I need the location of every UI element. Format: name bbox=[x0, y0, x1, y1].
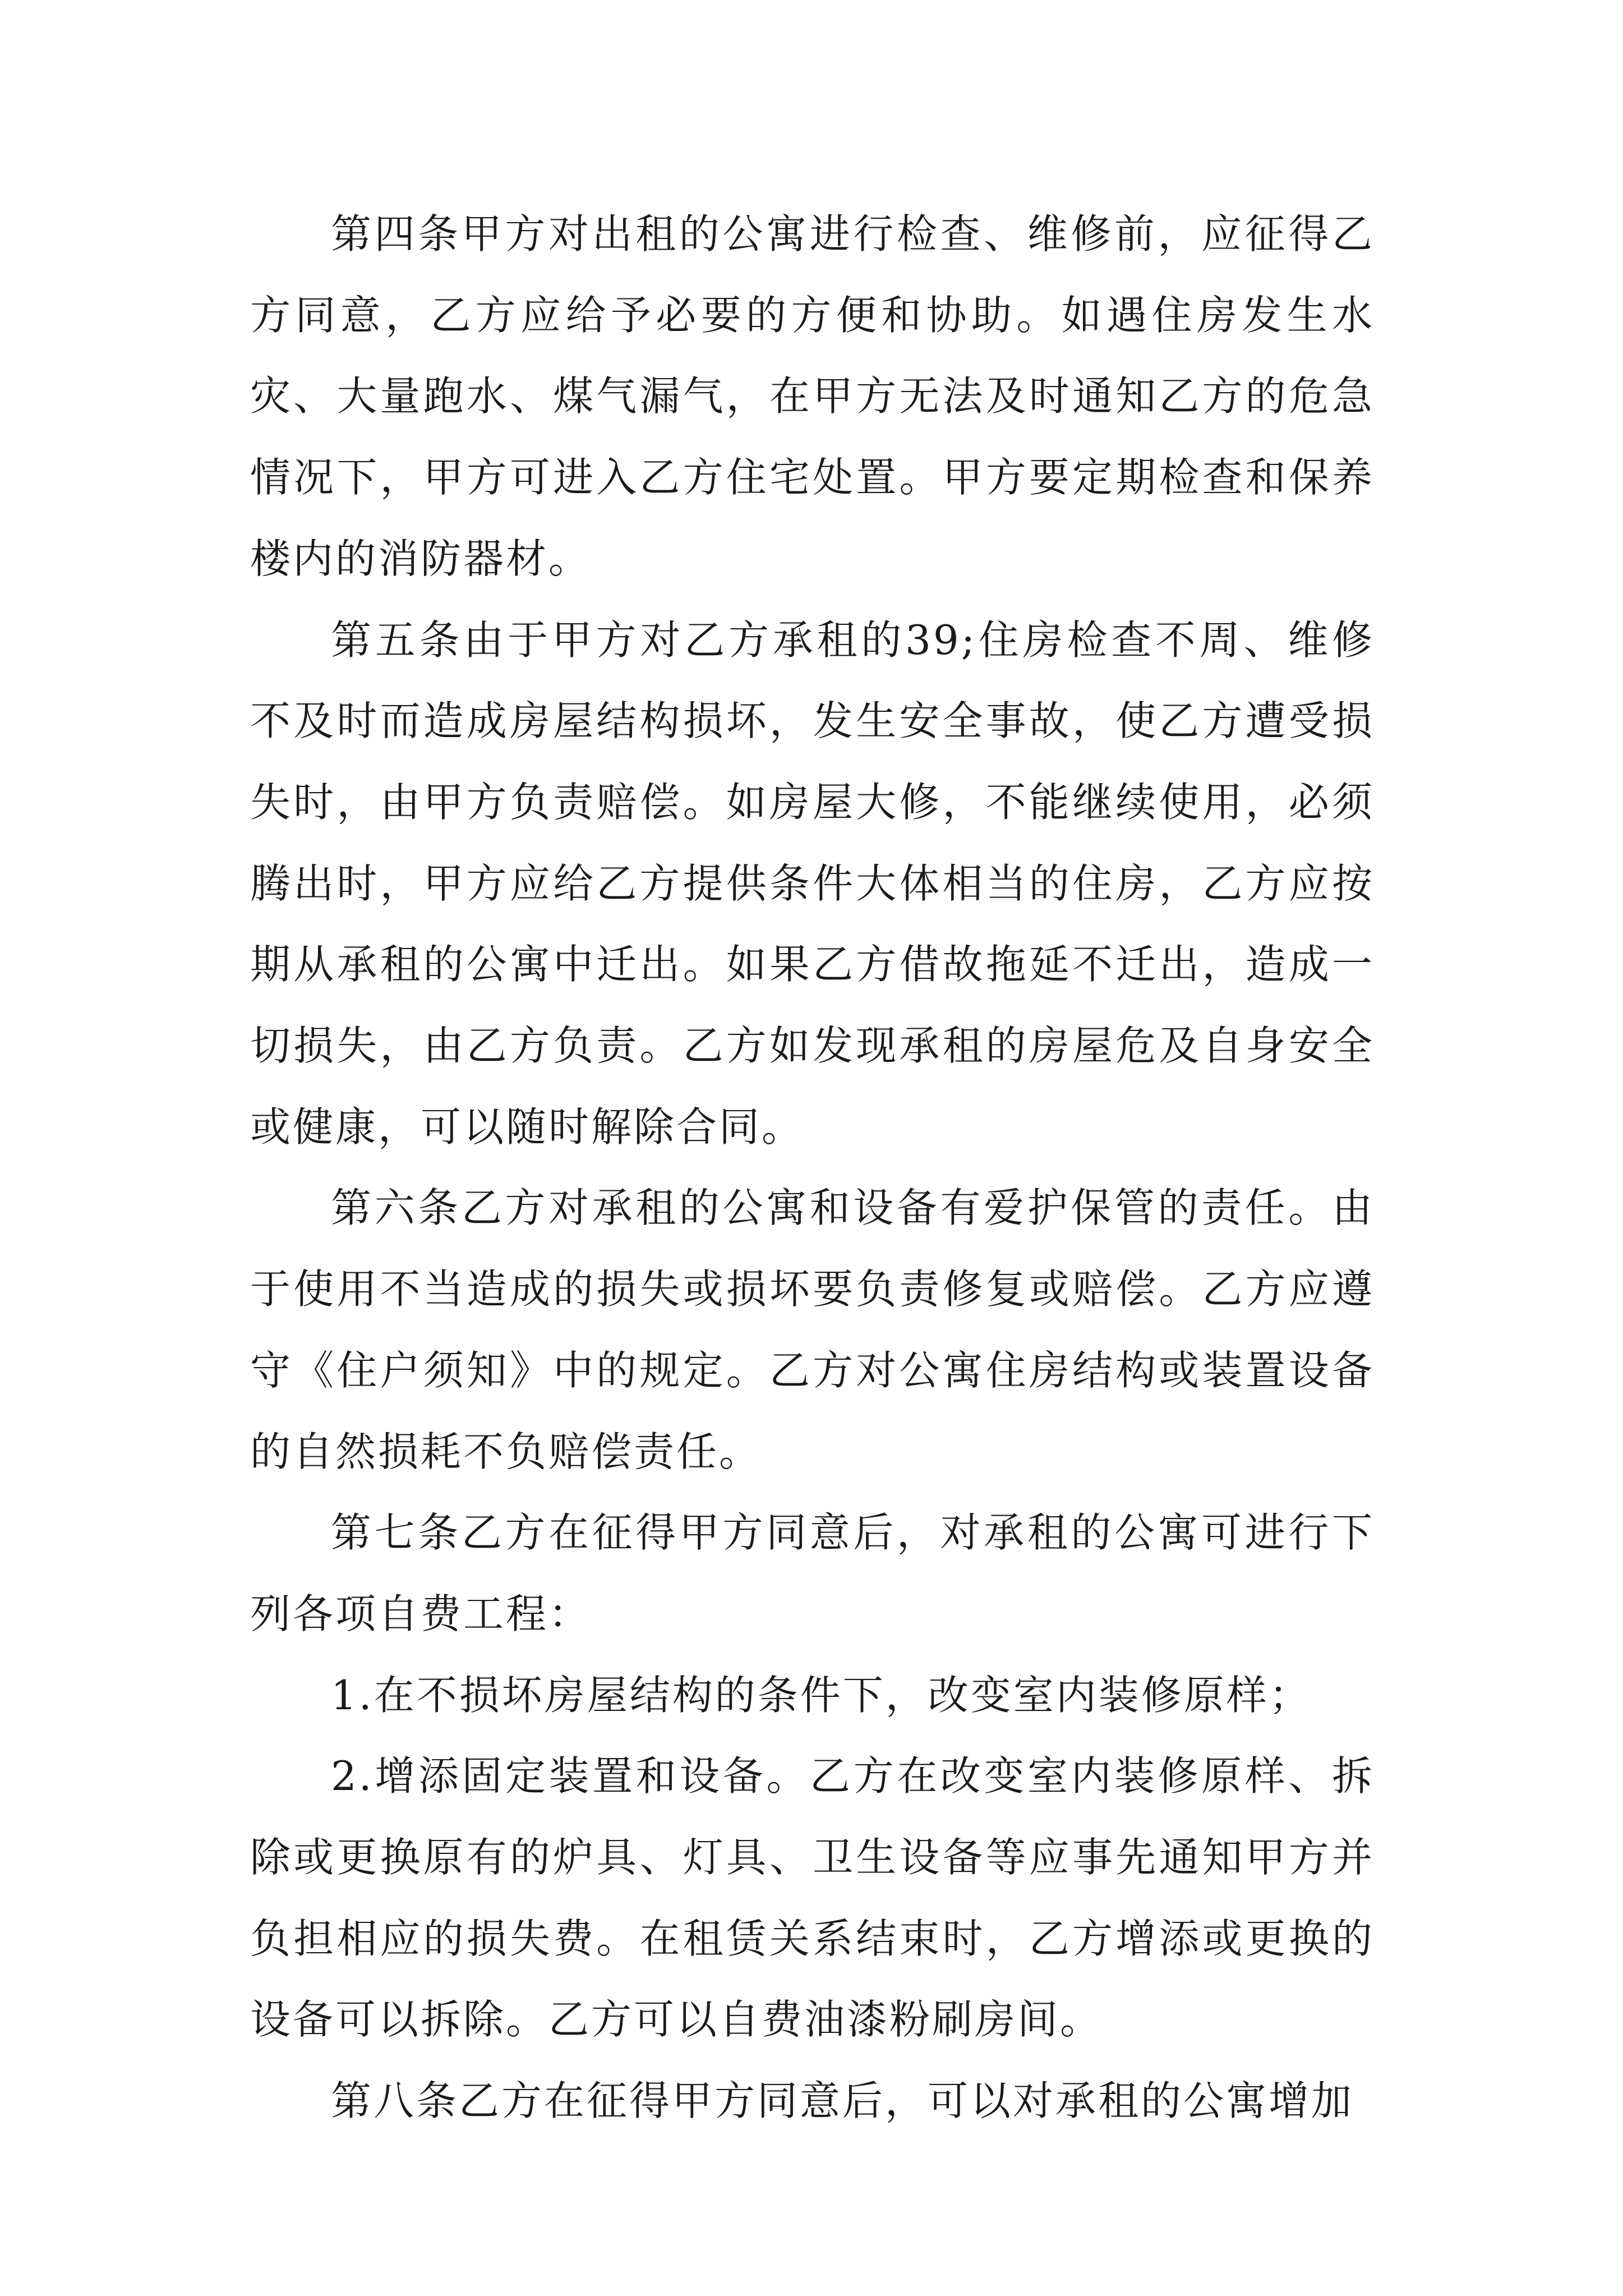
paragraph-article-5: 第五条由于甲方对乙方承租的39;住房检查不周、维修不及时而造成房屋结构损坏，发生安全事故，使乙方遭受损失时，由甲方负责赔偿。如房屋大修，不能继续使用，必须腾出时，甲方应给乙方提供条件大体相当的住房，乙方应按期从承租的公寓中迁出。如果乙方借故拖延不迁出，造成一切损失，由乙方负责。乙方如发现承租的房屋危及自身安全或健康，可以随时解除合同。 bbox=[250, 616, 1375, 1151]
paragraph-article-4: 第四条甲方对出租的公寓进行检查、维修前，应征得乙方同意，乙方应给予必要的方便和协助。如遇住房发生水灾、大量跑水、煤气漏气，在甲方无法及时通知乙方的危急情况下，甲方可进入乙方住宅处置。甲方要定期检查和保养楼内的消防器材。 bbox=[250, 210, 1375, 582]
paragraph-article-6: 第六条乙方对承租的公寓和设备有爱护保管的责任。由于使用不当造成的损失或损坏要负责修复或赔偿。乙方应遵守《住户须知》中的规定。乙方对公寓住房结构或装置设备的自然损耗不负赔偿责任。 bbox=[250, 1184, 1375, 1475]
paragraph-article-7: 第七条乙方在征得甲方同意后，对承租的公寓可进行下列各项自费工程： bbox=[250, 1509, 1375, 1637]
paragraph-item-2: 2.增添固定装置和设备。乙方在改变室内装修原样、拆除或更换原有的炉具、灯具、卫生设备等应事先通知甲方并负担相应的损失费。在租赁关系结束时，乙方增添或更换的设备可以拆除。乙方可以自费油漆粉刷房间。 bbox=[250, 1752, 1375, 2044]
paragraph-article-8: 第八条乙方在征得甲方同意后，可以对承租的公寓增加 bbox=[331, 2077, 1354, 2125]
paragraph-item-1: 1.在不损坏房屋结构的条件下，改变室内装修原样； bbox=[331, 1671, 1312, 1719]
document-body bbox=[250, 194, 1375, 2142]
